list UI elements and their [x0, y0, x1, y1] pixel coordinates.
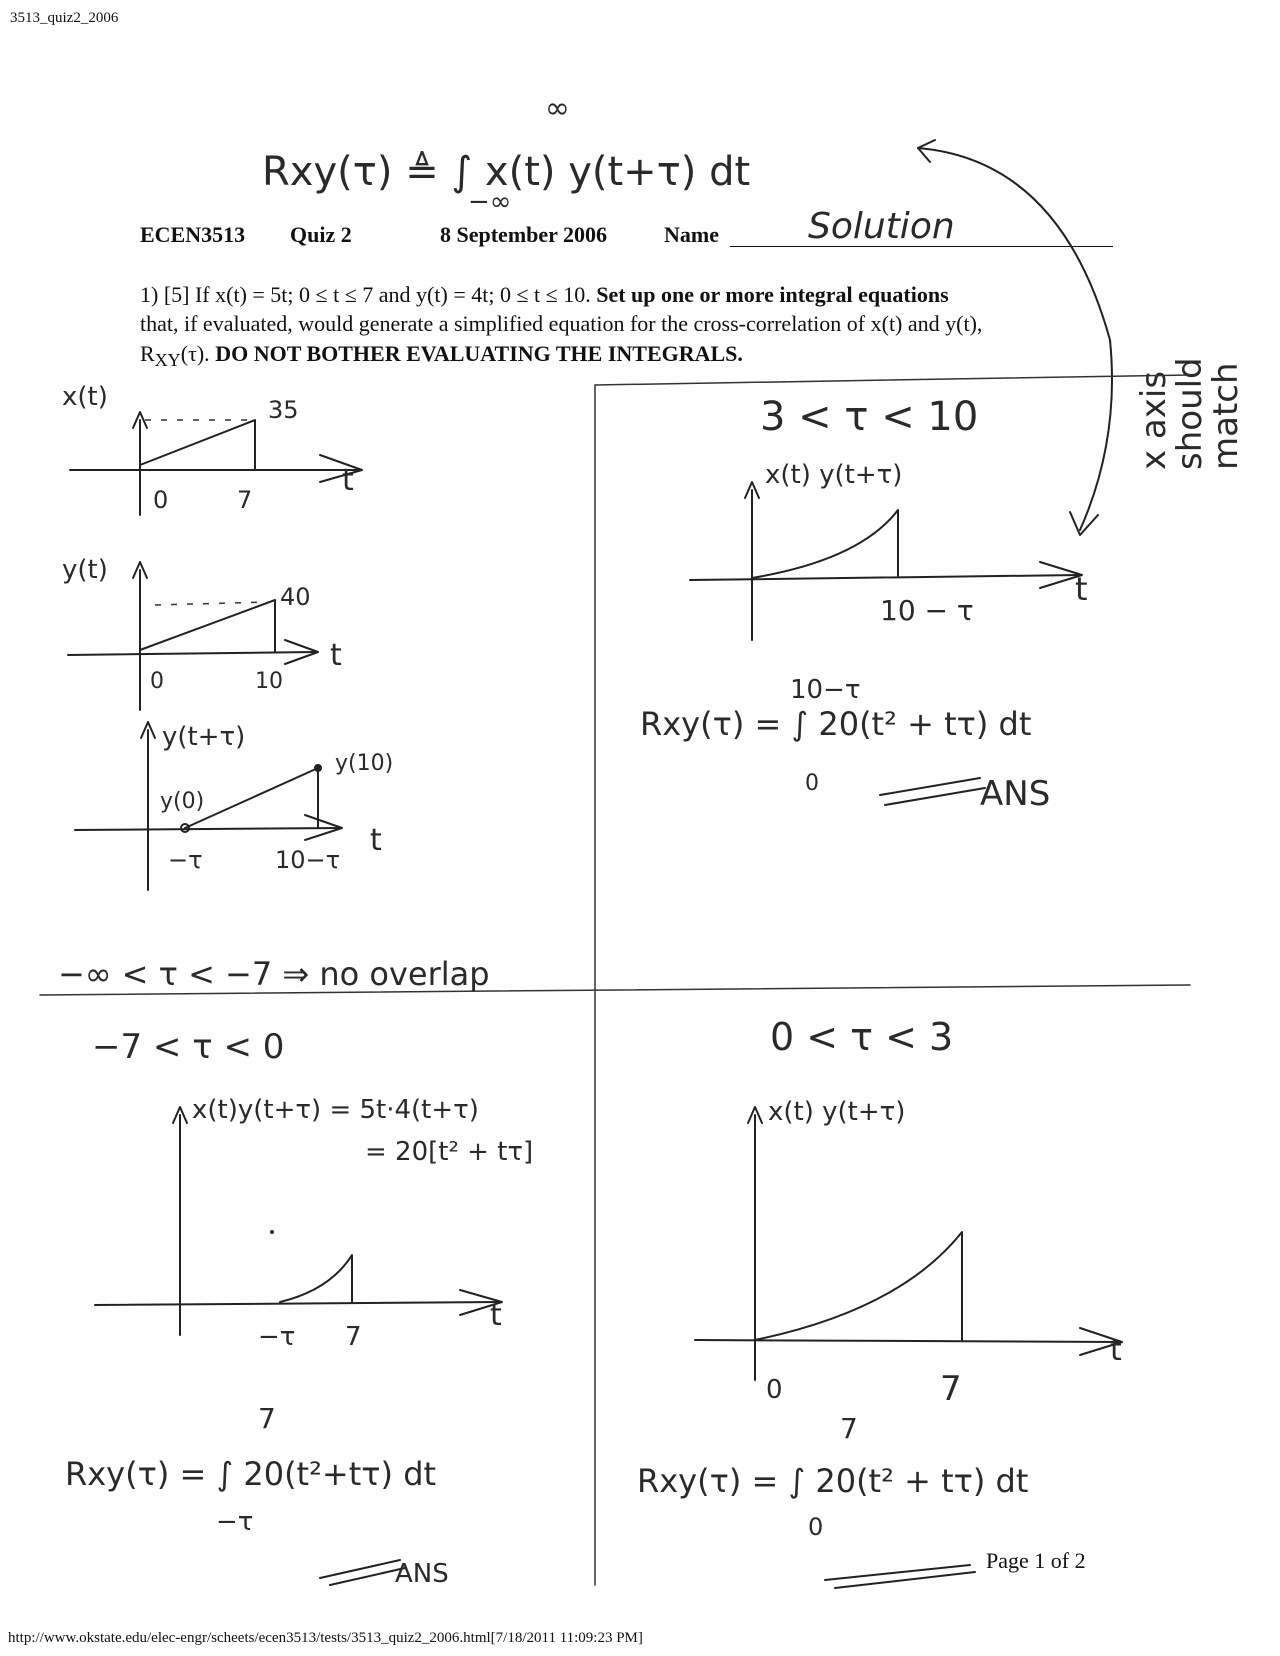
case-c-ten-minus-tau: 10 − τ: [880, 594, 974, 627]
shifted-graph-end-point: [314, 764, 322, 772]
case-a-curve: [280, 1255, 352, 1302]
case-b-lower-limit: 0: [808, 1513, 824, 1541]
case-a-upper-limit: 7: [258, 1402, 276, 1435]
case-b-ans-stroke-1: [825, 1565, 970, 1580]
x-graph-seven: 7: [237, 486, 253, 514]
question-1-condition: 1) [5] If x(t) = 5t; 0 ≤ t ≤ 7 and y(t) = 4t; 0 ≤ t ≤ 10.: [140, 282, 591, 307]
case-a-dot: [270, 1230, 274, 1234]
side-note: [1134, 357, 1246, 470]
shifted-graph-ramp: [185, 768, 318, 828]
case-a-ans-stroke-2: [330, 1568, 405, 1585]
case-c-integral: Rxy(τ) = ∫ 20(t² + tτ) dt: [640, 705, 1032, 743]
x-graph-t-arrow: [320, 455, 362, 482]
case-a-horizontal-axis: [95, 1302, 500, 1305]
y-graph-horizontal-axis: [68, 652, 315, 655]
rxy-argument: (τ).: [180, 341, 210, 366]
definition-upper-limit: ∞: [545, 91, 570, 126]
case-a-product-simplified: = 20[t² + tτ]: [365, 1137, 534, 1167]
side-note-line-1: x axis: [1134, 370, 1174, 470]
x-graph-label: x(t): [62, 382, 108, 412]
name-label: Name: [664, 222, 719, 247]
case-a-ans: ANS: [395, 1559, 449, 1589]
case-b-horizontal-axis: [695, 1340, 1120, 1342]
browser-print-footer-url: http://www.okstate.edu/elec-engr/scheets/ecen3513/tests/3513_quiz2_2006.html[7/18/2011 11:09:23 PM]: [8, 1630, 643, 1646]
shifted-graph-horizontal-axis: [75, 828, 340, 830]
page-number: Page 1 of 2: [986, 1548, 1086, 1573]
y-graph-ramp: [140, 600, 275, 652]
question-1-instruction: Set up one or more integral equations: [596, 282, 949, 307]
solution-label: Solution: [808, 206, 955, 247]
case-a-neg-tau: −τ: [258, 1322, 296, 1352]
case-c-ans-stroke-2: [885, 788, 985, 805]
case-c-ans: ANS: [980, 774, 1051, 814]
y-graph-t: t: [330, 638, 342, 673]
x-graph-zero: 0: [153, 486, 169, 514]
case-c-product: x(t) y(t+τ): [765, 460, 903, 490]
y-graph-peak: 40: [280, 583, 311, 611]
case-b-seven: 7: [940, 1369, 962, 1409]
case-b-zero: 0: [766, 1375, 783, 1405]
x-graph-peak: 35: [268, 396, 299, 424]
divider-horizontal-top: [595, 375, 1190, 385]
case-a-t: t: [490, 1298, 502, 1333]
case-c-t: t: [1075, 570, 1088, 608]
case-b-range: 0 < τ < 3: [770, 1015, 954, 1059]
browser-print-header: 3513_quiz2_2006: [10, 10, 119, 26]
case-b-ans-stroke-2: [835, 1572, 975, 1588]
case-c-range: 3 < τ < 10: [760, 394, 979, 440]
shifted-graph-y0: y(0): [160, 789, 205, 814]
case-a-lower-limit: −τ: [216, 1507, 254, 1537]
case-b-product: x(t) y(t+τ): [768, 1097, 906, 1127]
y-graph-label: y(t): [62, 555, 108, 585]
quiz-number: Quiz 2: [290, 222, 352, 247]
x-graph-ramp: [140, 420, 255, 470]
definition-equation: Rxy(τ) ≜ ∫ x(t) y(t+τ) dt: [262, 149, 751, 195]
case-c-horizontal-axis: [690, 575, 1080, 580]
case-b-integral: Rxy(τ) = ∫ 20(t² + tτ) dt: [637, 1462, 1029, 1500]
y-graph-zero: 0: [150, 669, 164, 694]
shifted-graph-t: t: [370, 823, 382, 858]
no-overlap-note: −∞ < τ < −7 ⇒ no overlap: [58, 955, 490, 993]
case-b-t: t: [1110, 1333, 1122, 1368]
case-a-range: −7 < τ < 0: [92, 1027, 285, 1067]
y-graph-ten: 10: [255, 669, 283, 694]
x-graph-t: t: [342, 463, 354, 498]
case-a-integral: Rxy(τ) = ∫ 20(t²+tτ) dt: [65, 1455, 437, 1493]
rxy-symbol: R: [140, 341, 155, 366]
quiz-date: 8 September 2006: [440, 222, 608, 247]
case-a-ans-stroke-1: [320, 1560, 400, 1578]
shifted-graph-ten-minus-tau: 10−τ: [275, 846, 341, 874]
shifted-graph-y10: y(10): [335, 751, 394, 776]
definition-lower-limit: −∞: [468, 187, 512, 217]
shifted-graph-label: y(t+τ): [162, 722, 246, 752]
note-arrow-head-bottom: [1070, 512, 1098, 535]
rxy-subscript: XY: [154, 350, 181, 370]
case-a-seven: 7: [345, 1322, 362, 1352]
question-1-warning: DO NOT BOTHER EVALUATING THE INTEGRALS.: [215, 341, 743, 366]
case-b-upper-limit: 7: [840, 1412, 858, 1445]
case-a-product: x(t)y(t+τ) = 5t·4(t+τ): [192, 1095, 479, 1125]
side-note-line-2: should: [1170, 357, 1210, 470]
case-c-lower-limit: 0: [805, 771, 819, 796]
case-b-curve: [755, 1232, 962, 1340]
note-arrow-head-top: [918, 140, 935, 162]
case-c-curve: [752, 510, 898, 578]
course-code: ECEN3513: [140, 222, 246, 247]
side-note-line-3: match: [1206, 362, 1246, 470]
case-c-upper-limit: 10−τ: [790, 675, 861, 705]
y-graph-peak-dash: [155, 602, 270, 605]
shifted-graph-neg-tau: −τ: [168, 846, 203, 874]
case-c-ans-stroke-1: [880, 778, 980, 795]
question-1-line-2: that, if evaluated, would generate a simplified equation for the cross-correlation of x(t) and y(t),: [140, 311, 983, 336]
